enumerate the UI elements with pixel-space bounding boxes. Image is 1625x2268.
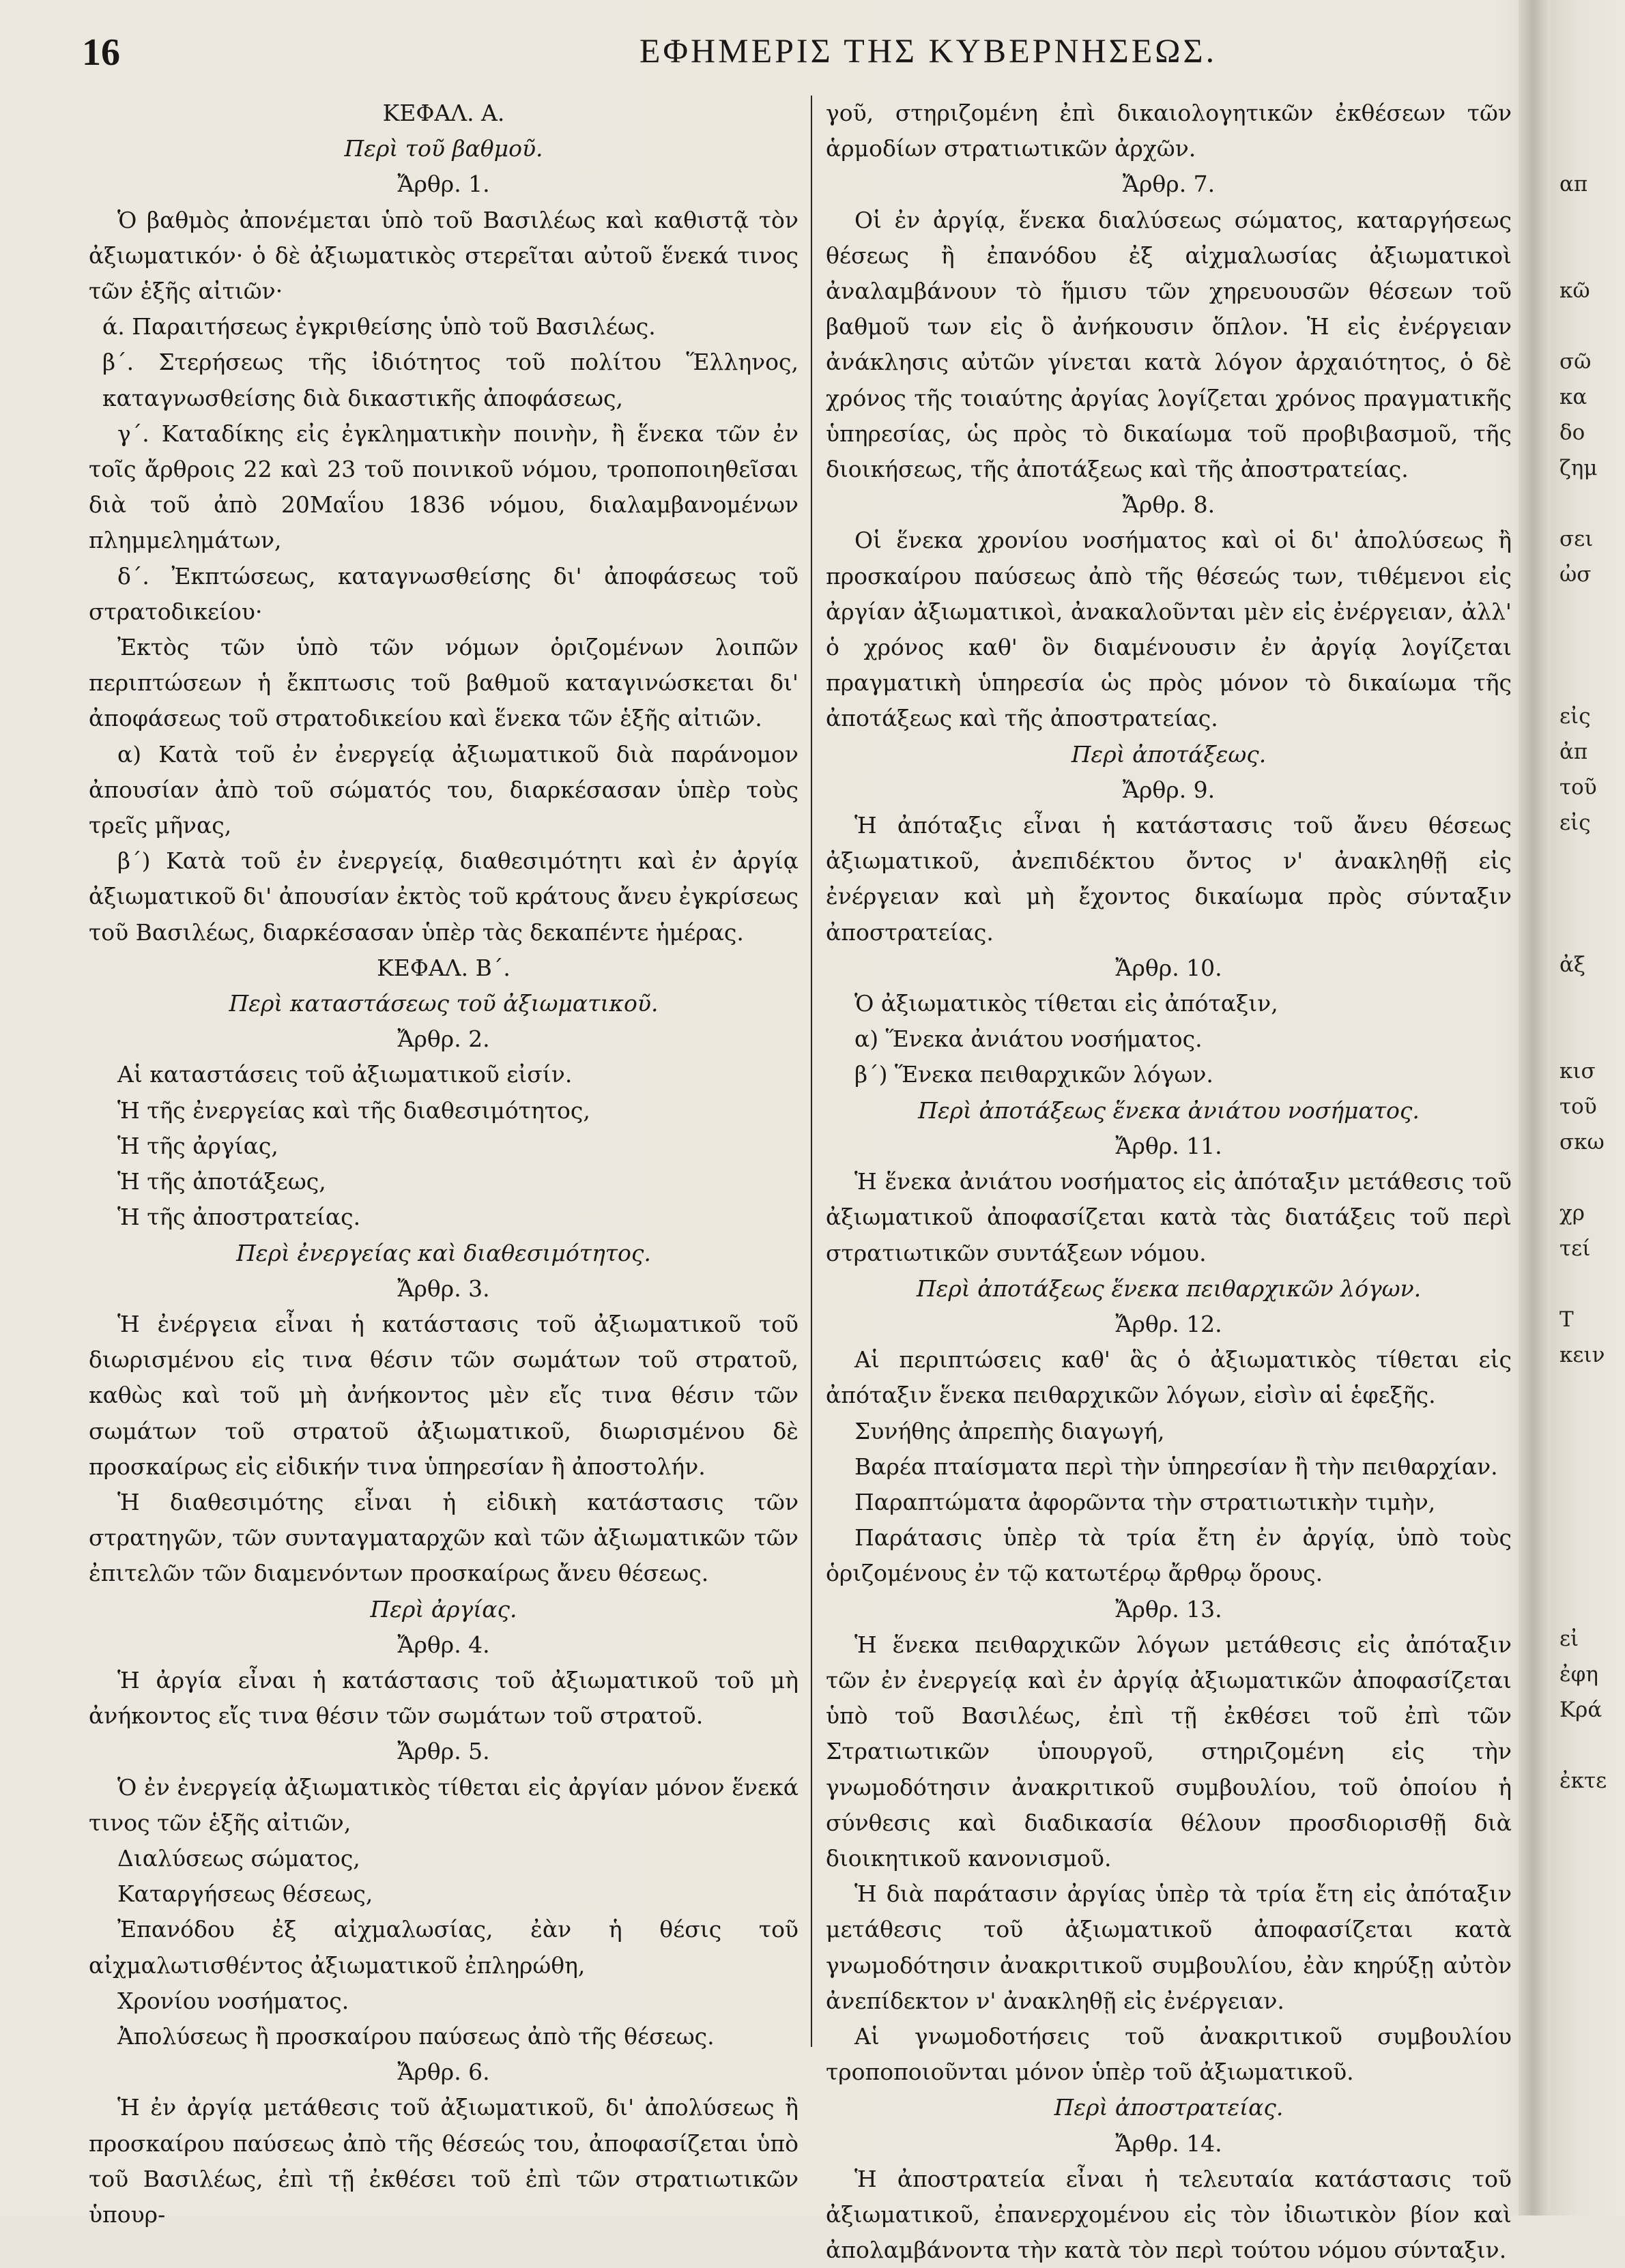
edge-fragment: τοῦ	[1559, 1094, 1597, 1119]
article-heading: Ἄρθρ. 6.	[397, 2059, 490, 2086]
edge-fragment: τοῦ	[1559, 775, 1597, 800]
section-heading: Περὶ ἀποτάξεως ἕνεκα ἀνιάτου νοσήματος.	[918, 1096, 1420, 1124]
article-heading: ΚΕΦΑΛ. Α.	[382, 100, 505, 126]
section-heading: Περὶ καταστάσεως τοῦ ἀξιωματικοῦ.	[229, 990, 659, 1017]
edge-fragment	[1559, 1266, 1625, 1302]
column-rule	[811, 96, 812, 2047]
paragraph: Αἱ καταστάσεις τοῦ ἀξιωματικοῦ εἰσίν.	[117, 1061, 573, 1088]
paragraph: β΄) Ἕνεκα πειθαρχικῶν λόγων.	[854, 1061, 1213, 1088]
edge-fragment: ἀπ	[1559, 740, 1588, 764]
edge-fragment	[1559, 1444, 1625, 1479]
paragraph: Διαλύσεως σώματος,	[117, 1844, 360, 1872]
edge-fragment	[1559, 1479, 1625, 1515]
edge-fragment	[1559, 96, 1625, 131]
book-gutter	[1519, 0, 1547, 2215]
article-heading: Ἄρθρ. 7.	[1122, 171, 1216, 198]
paragraph: Ἡ τῆς ἀποτάξεως,	[117, 1168, 326, 1195]
paragraph: Παραπτώματα ἀφορῶντα τὴν στρατιωτικὴν τιμὴν,	[854, 1488, 1436, 1515]
paragraph: Ἐκτὸς τῶν ὑπὸ τῶν νόμων ὁριζομένων λοιπῶν περιπτώσεων ἡ ἔκπτωσις τοῦ βαθμοῦ καταγινώσκεται δι' ἀποφάσεως τοῦ στρατοδικείου καὶ ἕνεκα τῶν ἑξῆς αἰτιῶν.	[89, 634, 799, 732]
edge-fragment: κειν	[1559, 1343, 1605, 1367]
edge-fragment	[1559, 1586, 1625, 1621]
section-heading: Περὶ ἐνεργείας καὶ διαθεσιμότητος.	[236, 1239, 651, 1266]
section-heading: Περὶ τοῦ βαθμοῦ.	[344, 135, 543, 162]
paragraph: Ἡ τῆς ἀποστρατείας.	[117, 1204, 361, 1231]
article-heading: Ἄρθρ. 2.	[397, 1026, 490, 1053]
paragraph: Αἱ περιπτώσεις καθ' ἃς ὁ ἀξιωματικὸς τίθεται εἰς ἀπόταξιν ἕνεκα πειθαρχικῶν λόγων, εἰσὶν αἱ ἑφεξῆς.	[826, 1346, 1512, 1409]
edge-fragment: σῶ	[1559, 349, 1592, 374]
edge-fragment	[1559, 308, 1625, 344]
paragraph: Ἡ ἀπόταξις εἶναι ἡ κατάστασις τοῦ ἄνευ θέσεως ἀξιωματικοῦ, ἀνεπιδέκτου ὄντος ν' ἀνακληθῇ εἰς ἐνέργειαν καὶ μὴ ἔχοντος δικαίωμα πρὸς σύνταξιν ἀποστρατείας.	[826, 812, 1512, 946]
paragraph: Ἀπολύσεως ἢ προσκαίρου παύσεως ἀπὸ τῆς θέσεως.	[117, 2022, 715, 2050]
edge-fragment: εἰς	[1559, 704, 1591, 729]
right-column	[826, 96, 1512, 2268]
paragraph: Οἱ ἐν ἀργίᾳ, ἕνεκα διαλύσεως σώματος, καταργήσεως θέσεως ἢ ἐπανόδου ἐξ αἰχμαλωσίας ἀξιωματικοὶ ἀναλαμβάνουν τὸ ἥμισυ τῶν χηρευουσῶν θέσεων τοῦ βαθμοῦ των εἰς ὃ ἀνήκουσιν ὅπλον. Ἡ εἰς ἐνέργειαν ἀνάκλησις αὐτῶν γίνεται κατὰ λόγον ἀρχαιότητος, ὁ δὲ χρόνος τῆς τοιαύτης ἀργίας λογίζεται χρόνος πραγματικῆς ὑπηρεσίας, ὡς πρὸς τὸ δικαίωμα τοῦ προβιβασμοῦ, τῆς διοικήσεως, τῆς ἀποτάξεως καὶ τῆς ἀποστρατείας.	[826, 206, 1512, 483]
edge-fragment	[1559, 912, 1625, 947]
edge-fragment: ζημ	[1559, 456, 1598, 480]
paragraph: Οἱ ἕνεκα χρονίου νοσήματος καὶ οἱ δι' ἀπολύσεως ἢ προσκαίρου παύσεως ἀπὸ τῆς θέσεώς των, τιθέμενοι εἰς ἀργίαν ἀξιωματικοὶ, ἀνακαλοῦνται μὲν εἰς ἐνέργειαν, ἀλλ' ὁ χρόνος καθ' ὃν διαμένουσιν ἐν ἀργίᾳ λογίζεται πραγματικὴ ὑπηρεσία ὡς πρὸς μόνον τὸ δικαίωμα τῆς ἀποτάξεως καὶ τῆς ἀποστρατείας.	[826, 527, 1512, 732]
paragraph: α) Ἕνεκα ἀνιάτου νοσήματος.	[854, 1026, 1203, 1053]
paragraph: Ἡ ἀργία εἶναι ἡ κατάστασις τοῦ ἀξιωματικοῦ τοῦ μὴ ἀνήκοντος εἴς τινα θέσιν τῶν σωμάτων τοῦ στρατοῦ.	[89, 1666, 799, 1730]
edge-fragment	[1559, 663, 1625, 699]
section-heading: Περὶ ἀποτάξεως.	[1071, 740, 1267, 768]
paragraph: Καταργήσεως θέσεως,	[117, 1880, 373, 1908]
facing-page-edge	[1559, 96, 1625, 1799]
paragraph: γ΄. Καταδίκης εἰς ἐγκληματικὴν ποινὴν, ἢ ἕνεκα τῶν ἐν τοῖς ἄρθροις 22 καὶ 23 τοῦ ποινικοῦ νόμου, τροποποιηθεῖσαι διὰ τοῦ ἀπὸ 20Μαΐου 1836 νόμου, διαλαμβανομένων πλημμελημάτων,	[89, 420, 799, 554]
article-heading: Ἄρθρ. 8.	[1122, 491, 1216, 519]
section-heading: Περὶ ἀποστρατείας.	[1054, 2094, 1284, 2121]
paragraph: Ὁ βαθμὸς ἀπονέμεται ὑπὸ τοῦ Βασιλέως καὶ καθιστᾷ τὸν ἀξιωματικόν· ὁ δὲ ἀξιωματικὸς στερεῖται αὐτοῦ ἕνεκά τινος τῶν ἑξῆς αἰτιῶν·	[89, 206, 799, 305]
edge-fragment: κα	[1559, 385, 1587, 409]
article-heading: Ἄρθρ. 5.	[397, 1738, 490, 1765]
paragraph: β΄. Στερήσεως τῆς ἰδιότητος τοῦ πολίτου Ἕλληνος, καταγνωσθείσης διὰ δικαστικῆς ἀποφάσεως,	[102, 349, 799, 411]
article-heading: Ἄρθρ. 10.	[1115, 954, 1222, 981]
edge-fragment: εἰς	[1559, 811, 1591, 835]
paragraph: Χρονίου νοσήματος.	[117, 1987, 349, 2014]
paragraph: Αἱ γνωμοδοτήσεις τοῦ ἀνακριτικοῦ συμβουλίου τροποποιοῦνται μόνον ὑπὲρ τοῦ ἀξιωματικοῦ.	[826, 2022, 1512, 2086]
edge-fragment	[1559, 237, 1625, 273]
edge-fragment	[1559, 592, 1625, 628]
edge-fragment: ἐκτε	[1559, 1769, 1607, 1793]
article-heading: Ἄρθρ. 11.	[1115, 1132, 1222, 1159]
paragraph: Ὁ ἐν ἐνεργείᾳ ἀξιωματικὸς τίθεται εἰς ἀργίαν μόνον ἕνεκά τινος τῶν ἑξῆς αἰτιῶν,	[89, 1773, 799, 1836]
paragraph: Ἡ τῆς ἀργίας,	[117, 1132, 278, 1159]
edge-fragment	[1559, 1550, 1625, 1586]
edge-fragment: σκω	[1559, 1130, 1605, 1154]
edge-fragment: κισ	[1559, 1059, 1596, 1084]
left-column	[89, 96, 799, 2233]
article-heading: Ἄρθρ. 14.	[1115, 2129, 1222, 2157]
paragraph: Ὁ ἀξιωματικὸς τίθεται εἰς ἀπόταξιν,	[854, 990, 1278, 1017]
paragraph: Ἡ διαθεσιμότης εἶναι ἡ εἰδικὴ κατάστασις τῶν στρατηγῶν, τῶν συνταγματαρχῶν καὶ τῶν ἀξιωματικῶν τῶν ἐπιτελῶν τῶν διαμενόντων προσκαίρως ἄνευ θέσεως.	[89, 1488, 799, 1587]
edge-fragment	[1559, 131, 1625, 166]
edge-fragment: ἐφη	[1559, 1662, 1598, 1687]
article-heading: ΚΕΦΑΛ. Β΄.	[377, 954, 510, 981]
edge-fragment	[1559, 876, 1625, 912]
paragraph: Ἡ διὰ παράτασιν ἀργίας ὑπὲρ τὰ τρία ἔτη εἰς ἀπόταξιν μετάθεσις τοῦ ἀξιωματικοῦ ἀποφασίζεται κατὰ γνωμοδότησιν ἀνακριτικοῦ συμβουλίου, ἐὰν κηρύξῃ αὐτὸν ἀνεπίδεκτον ν' ἀνακληθῇ εἰς ἐνέργειαν.	[826, 1880, 1512, 2014]
paragraph: Ἡ ἕνεκα ἀνιάτου νοσήματος εἰς ἀπόταξιν μετάθεσις τοῦ ἀξιωματικοῦ ἀποφασίζεται κατὰ τὰς διατάξεις τοῦ περὶ στρατιωτικῶν συντάξεων νόμου.	[826, 1168, 1512, 1266]
edge-fragment: χρ	[1559, 1201, 1585, 1225]
edge-fragment	[1559, 1373, 1625, 1408]
article-heading: Ἄρθρ. 1.	[397, 171, 490, 198]
paragraph: β΄) Κατὰ τοῦ ἐν ἐνεργείᾳ, διαθεσιμότητι καὶ ἐν ἀργίᾳ ἀξιωματικοῦ δι' ἀπουσίαν ἐκτὸς τοῦ κράτους ἄνευ ἐγκρίσεως τοῦ Βασιλέως, διαρκέσασαν ὑπὲρ τὰς δεκαπέντε ἡμέρας.	[89, 847, 799, 946]
edge-fragment	[1559, 1408, 1625, 1444]
paragraph: Ἡ ἀποστρατεία εἶναι ἡ τελευταία κατάστασις τοῦ ἀξιωματικοῦ, ἐπανερχομένου εἰς τὸν ἰδιωτικὸν βίον καὶ ἀπολαμβάνοντα τὴν κατὰ τὸν περὶ τούτου νόμου σύνταξιν.	[826, 2165, 1512, 2264]
running-title: ΕΦΗΜΕΡΙΣ ΤΗΣ ΚΥΒΕΡΝΗΣΕΩΣ.	[639, 31, 1218, 70]
paragraph: Συνήθης ἀπρεπὴς διαγωγή,	[854, 1417, 1165, 1444]
article-heading: Ἄρθρ. 9.	[1122, 776, 1216, 803]
section-heading: Περὶ ἀργίας.	[370, 1595, 517, 1623]
edge-fragment: δο	[1559, 420, 1585, 445]
edge-fragment: ἀξ	[1559, 953, 1586, 977]
edge-fragment: κῶ	[1559, 278, 1590, 303]
section-heading: Περὶ ἀποτάξεως ἕνεκα πειθαρχικῶν λόγων.	[916, 1275, 1422, 1302]
edge-fragment: εἰ	[1559, 1627, 1579, 1651]
edge-fragment: απ	[1559, 172, 1588, 197]
edge-fragment	[1559, 486, 1625, 521]
paragraph: Ἡ ἕνεκα πειθαρχικῶν λόγων μετάθεσις εἰς ἀπόταξιν τῶν ἐν ἐνεργείᾳ καὶ ἐν ἀργίᾳ ἀξιωματικῶν ἀποφασίζεται ὑπὸ τοῦ Βασιλέως, ἐπὶ τῇ ἐκθέσει τοῦ ἐπὶ τῶν Στρατιωτικῶν ὑπουργοῦ, στηριζομένη εἰς τὴν γνωμοδότησιν ἀνακριτικοῦ συμβουλίου, τοῦ ὁποίου ἡ σύνθεσις καὶ διαδικασία θέλουν προσδιορισθῇ διὰ διοικητικοῦ κανονισμοῦ.	[826, 1631, 1512, 1872]
edge-fragment	[1559, 628, 1625, 663]
paragraph: Ἐπανόδου ἐξ αἰχμαλωσίας, ἐὰν ἡ θέσις τοῦ αἰχμαλωτισθέντος ἀξιωματικοῦ ἐπληρώθη,	[89, 1916, 799, 1979]
edge-fragment	[1559, 1728, 1625, 1763]
edge-fragment: Τ	[1559, 1307, 1574, 1332]
paragraph: Ἡ τῆς ἐνεργείας καὶ τῆς διαθεσιμότητος,	[117, 1096, 590, 1124]
edge-fragment	[1559, 983, 1625, 1018]
paragraph: Ἡ ἐν ἀργίᾳ μετάθεσις τοῦ ἀξιωματικοῦ, δι' ἀπολύσεως ἢ προσκαίρου παύσεως ἀπὸ τῆς θέσεώς του, ἀποφασίζεται ὑπὸ τοῦ Βασιλέως, ἐπὶ τῇ ἐκθέσει τοῦ ἐπὶ τῶν στρατιωτικῶν ὑπουρ-	[89, 2094, 799, 2228]
paragraph: Ἡ ἐνέργεια εἶναι ἡ κατάστασις τοῦ ἀξιωματικοῦ τοῦ διωρισμένου εἰς τινα θέσιν τῶν σωμάτων τοῦ στρατοῦ, καθὼς καὶ τοῦ μὴ ἀνήκοντος μὲν εἴς τινα θέσιν τῶν σωμάτων τοῦ στρατοῦ ἀξιωματικοῦ, διωρισμένου δὲ προσκαίρως εἰς εἰδικήν τινα ὑπηρεσίαν ἢ ἀποστολήν.	[89, 1310, 799, 1480]
paragraph: γοῦ, στηριζομένη ἐπὶ δικαιολογητικῶν ἐκθέσεων τῶν ἁρμοδίων στρατιωτικῶν ἀρχῶν.	[826, 100, 1512, 162]
paragraph: ά. Παραιτήσεως ἐγκριθείσης ὑπὸ τοῦ Βασιλέως.	[102, 313, 656, 340]
paragraph: α) Κατὰ τοῦ ἐν ἐνεργείᾳ ἀξιωματικοῦ διὰ παράνομον ἀπουσίαν ἀπὸ τοῦ σώματός του, διαρκέσασαν ὑπὲρ τοὺς τρεῖς μῆνας,	[89, 740, 799, 839]
edge-fragment	[1559, 1515, 1625, 1550]
article-heading: Ἄρθρ. 12.	[1115, 1310, 1222, 1337]
paragraph: δ΄. Ἐκπτώσεως, καταγνωσθείσης δι' ἀποφάσεως τοῦ στρατοδικείου·	[89, 562, 799, 625]
edge-fragment: τεί	[1559, 1236, 1591, 1261]
edge-fragment	[1559, 1018, 1625, 1053]
edge-fragment	[1559, 202, 1625, 237]
edge-fragment: ὠσ	[1559, 562, 1592, 587]
edge-fragment: Κρά	[1559, 1698, 1602, 1722]
edge-fragment	[1559, 841, 1625, 876]
page-header	[82, 31, 1501, 92]
page-number: 16	[82, 31, 120, 74]
article-heading: Ἄρθρ. 3.	[397, 1275, 490, 1302]
edge-fragment: σει	[1559, 527, 1594, 551]
article-heading: Ἄρθρ. 4.	[397, 1631, 490, 1658]
paragraph: Παράτασις ὑπὲρ τὰ τρία ἔτη ἐν ἀργίᾳ, ὑπὸ τοὺς ὁριζομένους ἐν τῷ κατωτέρῳ ἄρθρῳ ὅρους.	[826, 1524, 1512, 1587]
edge-fragment	[1559, 1160, 1625, 1195]
article-heading: Ἄρθρ. 13.	[1115, 1595, 1222, 1623]
paragraph: Βαρέα πταίσματα περὶ τὴν ὑπηρεσίαν ἢ τὴν πειθαρχίαν.	[854, 1453, 1498, 1480]
